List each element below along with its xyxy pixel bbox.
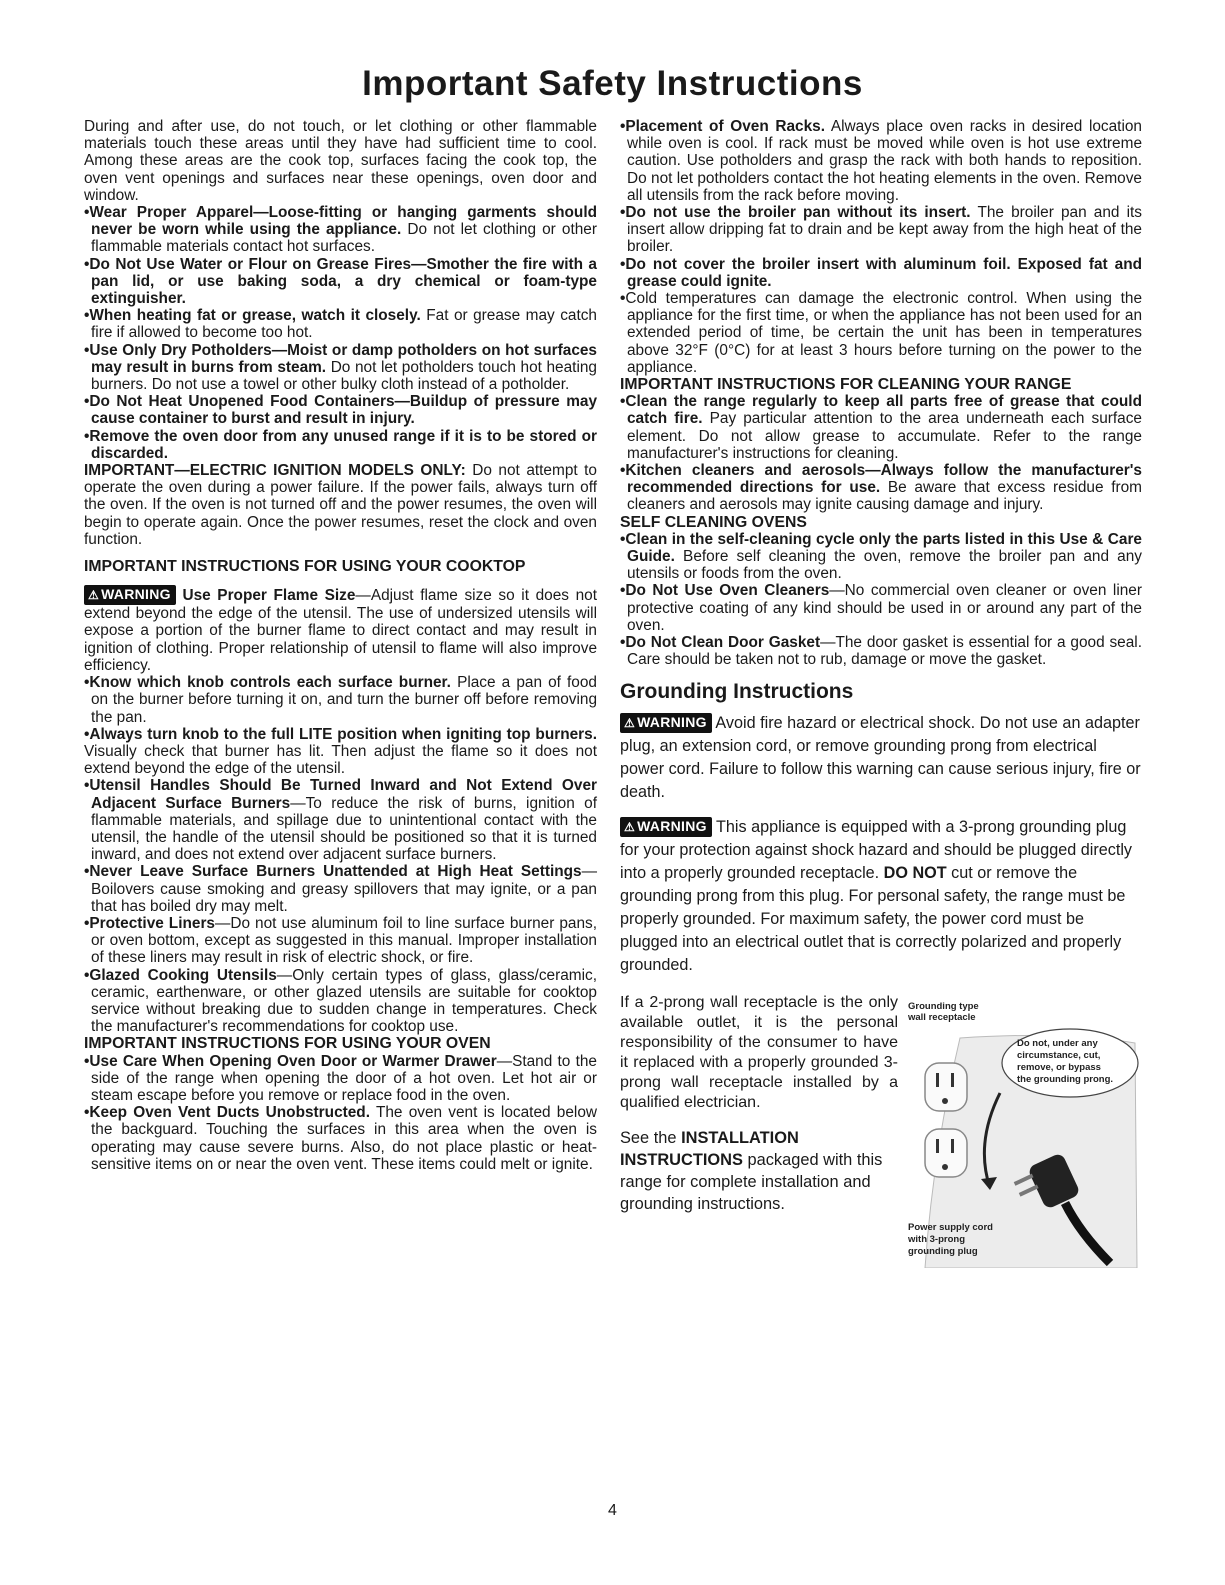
bullet-apparel: • Wear Proper Apparel—Loose-fitting or hanging garments should never be worn while using the appliance. Do not let clothing or other flammable materials contact hot surfaces. xyxy=(84,204,597,256)
bullet-broiler-foil: • Do not cover the broiler insert with aluminum foil. Exposed fat and grease could ignite. xyxy=(620,256,1142,290)
grounding-warning-1: ⚠ WARNING Avoid fire hazard or electrical shock. Do not use an adapter plug, an extension cord, or remove grounding prong from electrical power cord. Failure to follow this warning can cause serious injury, fire or death. xyxy=(620,713,1141,801)
bullet-oven-cleaners: • Do Not Use Oven Cleaners—No commercial oven cleaner or oven liner protective coating of any kind should be used in or around any part of the oven. xyxy=(620,582,1142,634)
bullet-lite-position: •Always turn knob to the full LITE position when igniting top burners. Visually check that burner has lit. Then adjust the flame so it does not extend beyond the edge of the utensil. xyxy=(84,725,597,778)
flame-size-paragraph: ⚠ WARNING Use Proper Flame Size—Adjust flame size so it does not extend beyond the edge of the utensil. The use of undersized utensils will expose a portion of the burner flame to direct contact and may result in ignition of clothing. Proper relationship of utensil to flame will also improve efficiency. xyxy=(84,586,598,674)
warning-triangle-icon: ⚠ xyxy=(88,588,100,603)
outlet-slot xyxy=(951,1073,954,1087)
outlet-slot xyxy=(951,1139,954,1153)
fig-label-receptacle: Grounding type wall receptacle xyxy=(908,1000,979,1023)
bullet-kitchen-cleaners: • Kitchen cleaners and aerosols—Always follow the manufacturer's recommended directions for use. Be aware that excess residue from cleaners and aerosols may ignite causing damage and injury. xyxy=(620,462,1142,514)
outlet-text xyxy=(620,993,898,1215)
bullet-potholders: • Use Only Dry Potholders—Moist or damp potholders on hot surfaces may result in burns from steam. Do not let potholders touch hot heating burners. Do not use a towel or other bulky cloth instead of a potholder. xyxy=(84,342,597,394)
outlet-ground-hole xyxy=(942,1098,948,1104)
left-column xyxy=(84,118,597,1173)
oven-heading: IMPORTANT INSTRUCTIONS FOR USING YOUR OVEN xyxy=(84,1035,491,1053)
bullet-utensil-handles: • Utensil Handles Should Be Turned Inward and Not Extend Over Adjacent Surface Burners—To reduce the risk of burns, ignition of flammable materials, and spillage due to unintentional contact with the utensil, the handle of the utensil should be positioned so that it is turned inward, and does not extend over adjacent surface burners. xyxy=(84,777,597,863)
bullet-door-gasket: • Do Not Clean Door Gasket—The door gasket is essential for a good seal. Care should be taken not to rub, damage or move the gasket. xyxy=(620,634,1142,668)
bullet-cold-temperatures: • Cold temperatures can damage the electronic control. When using the appliance for the first time, or when the appliance has not been used for an extended period of time, be certain the unit has been in temperatures above 32°F (0°C) for at least 3 hours before turning on the power to the appliance. xyxy=(620,290,1142,376)
bullet-glazed-utensils: • Glazed Cooking Utensils—Only certain types of glass, glass/ceramic, ceramic, earthenware, or other glazed utensils are suitable for cooktop service without breaking due to sudden change in temperatures. Check the manufacturer's recommendations for cooktop use. xyxy=(84,967,597,1036)
warning-badge: ⚠ WARNING xyxy=(620,817,712,837)
bullet-food-containers: • Do Not Heat Unopened Food Containers—Buildup of pressure may cause container to burst and result in injury. xyxy=(84,393,597,427)
outlet-section xyxy=(620,993,1142,1273)
intro-paragraph: During and after use, do not touch, or let clothing or other flammable materials touch these areas until they have had sufficient time to cool. Among these areas are the cook top, surfaces facing the cook top, the oven vent openings and surfaces near these openings, oven door and window. xyxy=(84,118,597,204)
warning-badge: ⚠ WARNING xyxy=(84,585,176,605)
bullet-broiler-insert: • Do not use the broiler pan without its insert. The broiler pan and its insert allow dripping fat to drain and be kept away from the high heat of the broiler. xyxy=(620,204,1142,256)
outlet-ground-hole xyxy=(942,1164,948,1170)
outlet-slot xyxy=(936,1073,939,1087)
bullet-oven-racks: • Placement of Oven Racks. Always place oven racks in desired location while oven is cool. If rack must be moved while oven is hot use extreme caution. Use potholders and grasp the rack with both hands to reposition. Do not let potholders contact the hot heating elements in the oven. Remove all utensils from the rack before moving. xyxy=(620,118,1142,204)
cleaning-heading: IMPORTANT INSTRUCTIONS FOR CLEANING YOUR RANGE xyxy=(620,376,1072,394)
grounding-outlet-figure xyxy=(905,993,1145,1268)
installation-reference: See the INSTALLATION INSTRUCTIONS packaged with this range for complete installation and grounding instructions. xyxy=(620,1128,883,1213)
grounding-warning-2: ⚠ WARNING This appliance is equipped with a 3-prong grounding plug for your protection against shock hazard and should be plugged directly into a properly grounded receptacle. DO NOT cut or remove the grounding prong from this plug. For personal safety, the range must be properly grounded. For maximum safety, the power cord must be plugged into an electrical outlet that is correctly polarized and properly grounded. xyxy=(620,817,1133,974)
fig-callout-text: Do not, under any circumstance, cut, remove, or bypass the grounding prong. xyxy=(1017,1037,1114,1085)
fig-label-cord: Power supply cord with 3-prong grounding plug xyxy=(908,1221,993,1257)
bullet-self-clean-parts: • Clean in the self-cleaning cycle only the parts listed in this Use & Care Guide. Before self cleaning the oven, remove the broiler pan and any utensils or foods from the oven. xyxy=(620,531,1142,583)
bullet-unattended-burners: • Never Leave Surface Burners Unattended at High Heat Settings—Boilovers cause smoking and greasy spillovers that may ignite, or a pan that has boiled dry may melt. xyxy=(84,863,597,915)
warning-badge: ⚠ WARNING xyxy=(620,713,712,733)
outlet-paragraph: If a 2-prong wall receptacle is the only available outlet, it is the personal responsibility of the consumer to have it replaced with a properly grounded 3-prong wall receptacle installed by a qualified electrician. xyxy=(620,993,898,1111)
bullet-vent-ducts: • Keep Oven Vent Ducts Unobstructed. The oven vent is located below the backguard. Touching the surfaces in this area when the oven is operating may cause severe burns. Also, do not place plastic or heat-sensitive items on or near the oven vent. These items could melt or ignite. xyxy=(84,1104,597,1173)
page-title: Important Safety Instructions xyxy=(362,64,863,103)
cooktop-heading: IMPORTANT INSTRUCTIONS FOR USING YOUR COOKTOP xyxy=(84,558,526,576)
bullet-oven-door: • Remove the oven door from any unused range if it is to be stored or discarded. xyxy=(84,428,597,462)
bullet-oven-door-care: • Use Care When Opening Oven Door or Warmer Drawer—Stand to the side of the range when opening the door of a hot oven. Let hot air or steam escape before you remove or replace food in the oven. xyxy=(84,1053,597,1105)
bullet-knob-controls: • Know which knob controls each surface burner. Place a pan of food on the burner before turning it on, and turn the burner off before removing the pan. xyxy=(84,674,597,726)
outlet-slot xyxy=(936,1139,939,1153)
page-number: 4 xyxy=(608,1502,617,1519)
warning-triangle-icon: ⚠ xyxy=(624,715,636,730)
right-column xyxy=(620,118,1142,1273)
bullet-clean-regularly: • Clean the range regularly to keep all parts free of grease that could catch fire. Pay particular attention to the area underneath each surface element. Do not allow grease to accumulate. Refer to the range manufacturer's instructions for cleaning. xyxy=(620,393,1142,462)
outlet-plug-illustration xyxy=(905,993,1145,1268)
warning-triangle-icon: ⚠ xyxy=(624,819,636,834)
ignition-paragraph: IMPORTANT—ELECTRIC IGNITION MODELS ONLY: Do not attempt to operate the oven during a power failure. If the power fails, always turn off the oven. If the oven is not turned off and the power resumes, the oven will begin to operate again. Once the power resumes, reset the clock and oven function. xyxy=(84,462,597,548)
bullet-protective-liners: • Protective Liners—Do not use aluminum foil to line surface burner pans, or oven bottom, except as suggested in this manual. Improper installation of these liners may result in risk of electric shock, or fire. xyxy=(84,915,597,967)
self-cleaning-heading: SELF CLEANING OVENS xyxy=(620,513,807,531)
grounding-heading: Grounding Instructions xyxy=(620,679,854,703)
bullet-grease-fires: • Do Not Use Water or Flour on Grease Fires—Smother the fire with a pan lid, or use baking soda, a dry chemical or foam-type extinguisher. xyxy=(84,256,597,308)
bullet-heating-fat: • When heating fat or grease, watch it closely. Fat or grease may catch fire if allowed to become too hot. xyxy=(84,307,597,341)
